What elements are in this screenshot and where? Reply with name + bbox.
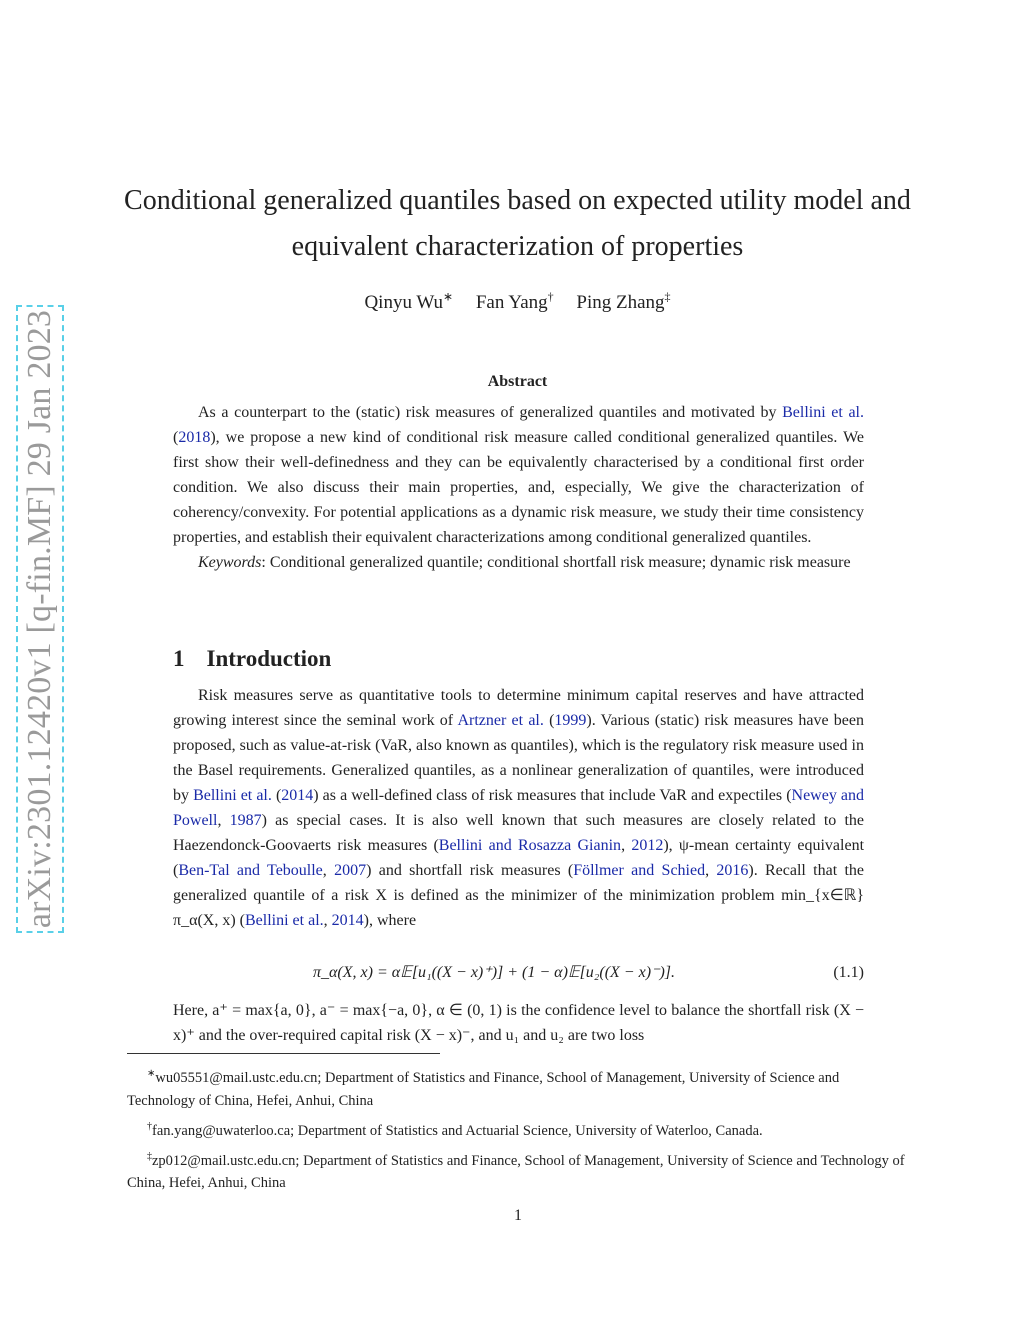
equation-expression: π_α(X, x) = α𝔼[u₁((X − x)⁺)] + (1 − α)𝔼[u₂((X − x)⁻)]. xyxy=(313,964,676,981)
author-item: Qinyu Wu∗ xyxy=(364,290,454,314)
author-item: Ping Zhang‡ xyxy=(576,290,671,314)
author-list xyxy=(110,290,925,314)
footnote-divider xyxy=(127,1053,440,1054)
arxiv-stamp xyxy=(16,305,64,933)
footnote-item: ‡zp012@mail.ustc.edu.cn; Department of Statistics and Finance, School of Management, University of Science and Technology of China, Hefei, Anhui, China xyxy=(127,1150,905,1192)
citation-link[interactable]: Ben-Tal and Teboulle xyxy=(178,862,323,879)
page-number: 1 xyxy=(514,1207,522,1224)
citation-year-link[interactable]: 2012 xyxy=(631,837,664,854)
keywords: Keywords: Conditional generalized quantile; conditional shortfall risk measure; dynamic risk measure xyxy=(198,554,851,571)
citation-link[interactable]: Newey and Powell xyxy=(173,787,864,829)
abstract-body xyxy=(173,400,864,575)
citation-year-link[interactable]: 2007 xyxy=(334,862,367,879)
citation-link[interactable]: Bellini et al. xyxy=(245,912,324,929)
equation-number: (1.1) xyxy=(833,964,864,981)
paper-title: Conditional generalized quantiles based on expected utility model and equivalent characterization of properties xyxy=(124,185,911,262)
section-heading: 1 Introduction xyxy=(173,646,332,671)
citation-link[interactable]: Bellini et al. xyxy=(193,787,272,804)
introduction-continuation: Here, a⁺ = max{a, 0}, a⁻ = max{−a, 0}, α ∈ (0, 1) is the confidence level to balance the shortfall risk (X − x)⁺ and the over-required capital risk (X − x)⁻, and u₁ and u₂ are two loss xyxy=(173,1002,864,1044)
abstract-heading: Abstract xyxy=(487,373,548,390)
citation-link[interactable]: Föllmer and Schied xyxy=(573,862,706,879)
citation-link[interactable]: Bellini et al. xyxy=(782,404,864,421)
citation-year-link[interactable]: 2014 xyxy=(331,912,364,929)
citation-year-link[interactable]: 1999 xyxy=(554,712,587,729)
equation-1-1 xyxy=(173,960,864,985)
citation-year-link[interactable]: 2016 xyxy=(716,862,749,879)
footnote-item: ∗wu05551@mail.ustc.edu.cn; Department of Statistics and Finance, School of Management, University of Science and Technology of China, Hefei, Anhui, China xyxy=(127,1068,840,1109)
footnotes xyxy=(127,1062,909,1197)
arxiv-identifier[interactable]: arXiv:2301.12420v1 [q-fin.MF] 29 Jan 2023 xyxy=(21,309,58,929)
footnote-item: †fan.yang@uwaterloo.ca; Department of Statistics and Actuarial Science, University of Waterloo, Canada. xyxy=(147,1120,763,1139)
citation-link[interactable]: Artzner et al. xyxy=(457,712,544,729)
citation-year-link[interactable]: 2018 xyxy=(178,429,211,446)
author-item: Fan Yang† xyxy=(475,290,554,314)
citation-link[interactable]: Bellini and Rosazza Gianin xyxy=(438,837,622,854)
introduction-paragraph: Risk measures serve as quantitative tools to determine minimum capital reserves and have attracted growing interest since the seminal work of Artzner et al. (1999). Various (static) risk measures have been proposed, such as value-at-risk (VaR, also known as quantiles), which is the regulatory risk measure used in the Basel requirements. Generalized quantiles, as a nonlinear generalization of quantiles, were introduced by Bellini et al. (2014) as a well-defined class of risk measures that include VaR and expectiles (Newey and Powell, 1987) as special cases. It is also well known that such measures are closely related to the Haezendonck-Goovaerts risk measures (Bellini and Rosazza Gianin, 2012), ψ-mean certainty equivalent (Ben-Tal and Teboulle, 2007) and shortfall risk measures (Föllmer and Schied, 2016). Recall that the generalized quantile of a risk X is defined as the minimizer of the minimization problem min_{x∈ℝ} π_α(X, x) (Bellini et al., 2014), where xyxy=(173,687,865,929)
citation-year-link[interactable]: 2014 xyxy=(281,787,314,804)
abstract-paragraph: As a counterpart to the (static) risk measures of generalized quantiles and motivated by Bellini et al. (2018), we propose a new kind of conditional risk measure called conditional generalized quantiles. We first show their well-definedness and they can be equivalently characterised by a conditional first order condition. We also discuss their main properties, and, especially, We give the characterization of coherency/convexity. For potential applications as a dynamic risk measure, we study their time consistency properties, and establish their equivalent characterizations among conditional generalized quantiles. xyxy=(173,404,864,546)
citation-year-link[interactable]: 1987 xyxy=(229,812,262,829)
